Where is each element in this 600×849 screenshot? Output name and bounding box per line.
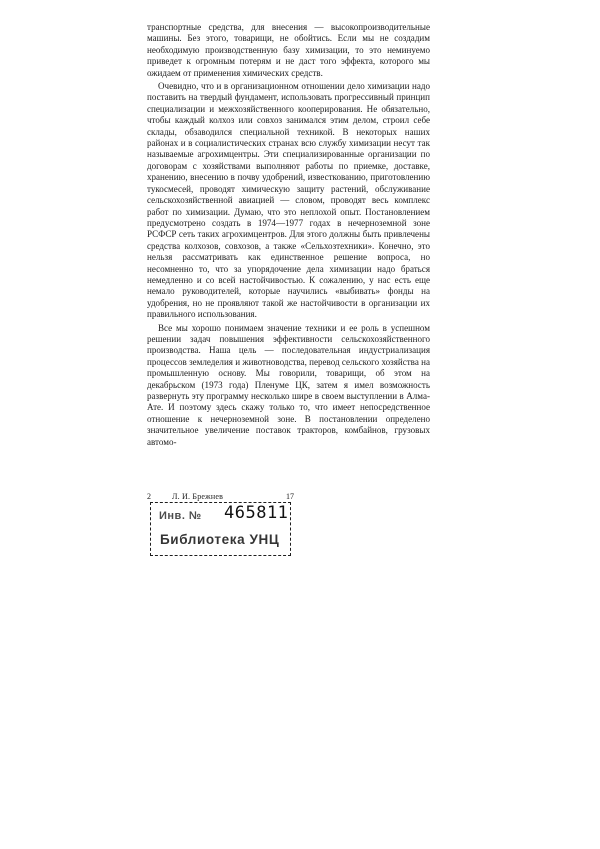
signature-mark: 2	[147, 492, 151, 501]
inventory-label: Инв. №	[159, 510, 202, 522]
body-text	[147, 22, 430, 448]
author-name: Л. И. Брежнев	[172, 492, 224, 501]
page-number: 17	[286, 492, 294, 501]
inventory-number: 465811	[224, 503, 289, 523]
paragraph-3: Все мы хорошо понимаем значение техники и ее роль в успешном решении задач повышения эффективности сельскохозяйственного производства. Наша цель — последовательная индустриализация процессов земледелия и животноводства, перевод сельского хозяйства на промышленную основу. Мы говорили, товарищи, об этом на декабрьском (1973 года) Пленуме ЦК, затем я имел возможность развернуть эту программу несколько шире в своем выступлении в Алма-Ате. И поэтому здесь скажу только то, что имеет непосредственное отношение к нечерноземной зоне. В постановлении определено значительное увеличение поставок тракторов, комбайнов, грузовых автомо-	[147, 322, 430, 447]
library-stamp	[150, 502, 291, 556]
paragraph-1: транспортные средства, для внесения — высокопроизводительные машины. Без этого, товарищи, не обойтись. Если мы не создадим необходимую производственную базу химизации, то это неминуемо приведет к огромным потерям и не даст того эффекта, которого мы ожидаем от применения химических средств.	[147, 22, 430, 78]
library-label: Библиотека УНЦ	[160, 532, 280, 547]
paragraph-2: Очевидно, что и в организационном отношении дело химизации надо поставить на твердый фундамент, использовать прогрессивный принцип специализации и межхозяйственного кооперирования. Не обязательно, чтобы каждый колхоз или совхоз занимался этим делом, строил себе склады, обзаводился специальной техникой. В некоторых наших районах и в социалистических странах всю службу химизации несут так называемые агрохимцентры. Эти специализированные организации по договорам с хозяйствами выполняют работы по приемке, доставке, хранению, внесению в почву удобрений, известкованию, приготовлению тукосмесей, проводят химическую защиту растений, обслуживание сельскохозяйственной авиацией — словом, проводят весь комплекс работ по химизации. Думаю, что это неплохой опыт. Постановлением предусмотрено создать в 1974—1977 годах в нечерноземной зоне РСФСР сеть таких агрохимцентров. Для этого должны быть привлечены средства колхозов, совхозов, а также «Сельхозтехники». Конечно, это нельзя рассматривать как единственное решение вопроса, но несомненно то, что за упорядочение дела химизации надо браться немедленно и со всей настойчивостью. К сожалению, у нас есть еще немало руководителей, которые научились «выбивать» фонды на удобрения, но не проявляют такой же настойчивости в организации их правильного использования.	[147, 81, 430, 320]
